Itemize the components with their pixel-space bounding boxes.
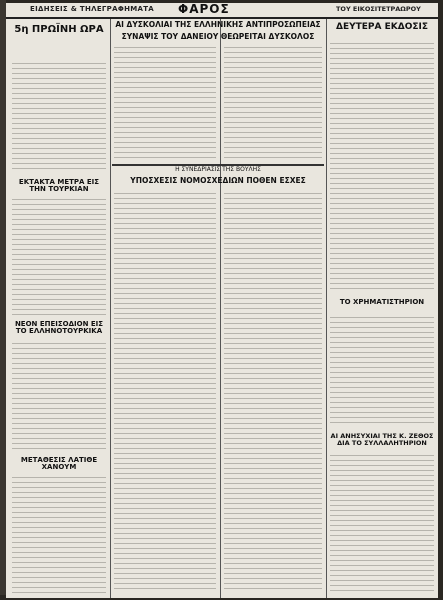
column-rule [326,19,327,598]
col1-headline-3: ΝΕΟΝ ΕΠΕΙΣΟΔΙΟΝ ΕΙΣ ΤΟ ΕΛΛΗΝΟΤΟΥΡΚΙΚΑ [14,320,104,336]
col4-text-2 [330,317,434,427]
masthead-left: ΕΙΔΗΣΕΙΣ & ΤΗΛΕΓΡΑΦΗΜΑΤΑ [30,5,155,13]
col4-text-1 [330,43,434,293]
col2-banner-3: ΥΠΟΣΧΕΣΙΣ ΝΟΜΟΣΧΕΔΙΩΝ ΠΟΘΕΝ ΕΣΧΕΣ [130,176,306,185]
col4-sub-1: ΤΟ ΧΡΗΜΑΤΙΣΤΗΡΙΟΝ [339,298,425,306]
col1-text-4 [12,477,106,595]
col2-text-1 [114,47,216,161]
col3-text-2 [224,193,322,593]
col2-sub-1: Η ΣΥΝΕΔΡΙΑΣΙΣ ΤΗΣ ΒΟΥΛΗΣ [175,166,261,173]
col1-text-2 [12,199,106,317]
col1-text-3 [12,343,106,451]
column-rule [110,19,111,598]
newspaper-page [6,3,438,598]
col1-headline: 5η ΠΡΩΪΝΗ ΩΡΑ [14,24,104,35]
masthead-title: ΦΑΡΟΣ [178,3,230,16]
col4-text-3 [330,455,434,595]
col1-text [12,63,106,173]
column-rule [220,19,221,598]
col4-sub-2: ΑΙ ΑΝΗΣΥΧΙΑΙ ΤΗΣ Κ. ΖΕΘΟΣ ΔΙΑ ΤΟ ΣΥΛΛΑΛΗΤΗΡΙΟΝ [330,432,434,447]
col1-headline-2: ΕΚΤΑΚΤΑ ΜΕΤΡΑ ΕΙΣ ΤΗΝ ΤΟΥΡΚΙΑΝ [18,178,100,194]
col2-banner-2: ΣΥΝΑΨΙΣ ΤΟΥ ΔΑΝΕΙΟΥ ΘΕΩΡΕΙΤΑΙ ΔΥΣΚΟΛΟΣ [121,32,315,41]
masthead-right: ΤΟΥ ΕΙΚΟΣΙΤΕΤΡΑΩΡΟΥ [336,5,421,13]
col2-banner-1: ΑΙ ΔΥΣΚΟΛΙΑΙ ΤΗΣ ΕΛΛΗΝΙΚΗΣ ΑΝΤΙΠΡΟΣΩΠΕΙΑΣ [115,20,321,29]
col1-headline-4: ΜΕΤΑΘΕΣΙΣ ΛΑΤΙΘΕ ΧΑΝΟΥΜ [20,456,98,472]
col4-banner: ΔΕΥΤΕΡΑ ΕΚΔΟΣΙΣ [336,22,428,32]
col3-text-1 [224,47,322,161]
col2-text-2 [114,193,216,593]
masthead [6,3,438,19]
